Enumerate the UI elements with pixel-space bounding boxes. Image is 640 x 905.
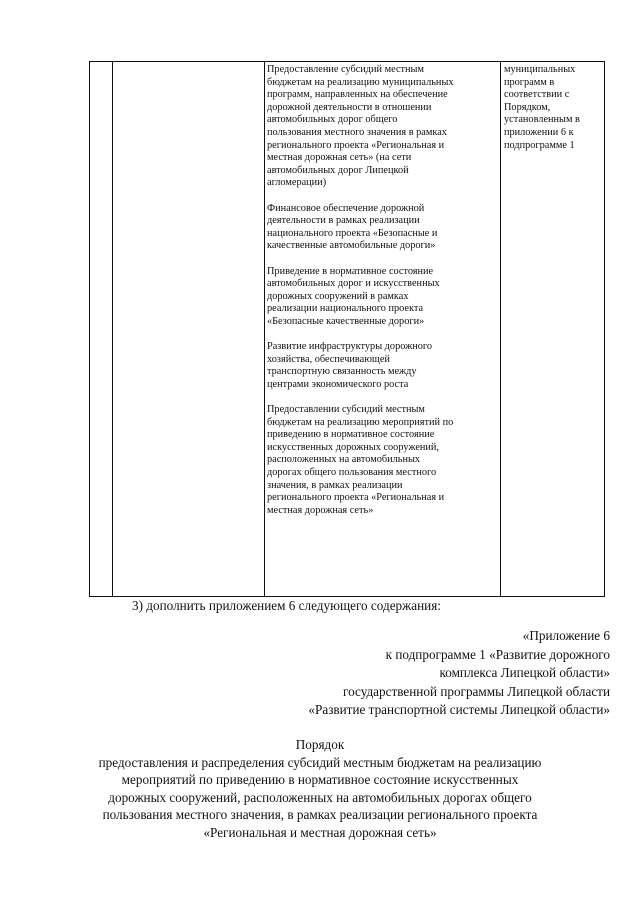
activity-line: автомобильных дорог Липецкой xyxy=(267,164,409,176)
annex-line: к подпрограмме 1 «Развитие дорожного xyxy=(385,646,610,662)
note-line: подпрограмме 1 xyxy=(504,139,575,151)
annex-line: «Приложение 6 xyxy=(522,628,610,643)
annex-line: государственной программы Липецкой области xyxy=(343,683,610,699)
activity-entry xyxy=(267,404,500,517)
activity-line: Предоставление субсидий местным xyxy=(267,64,424,75)
procedure-title-line: дорожных сооружений, расположенных на автомобильных дорогах общего xyxy=(108,789,532,805)
activity-line: Развитие инфраструктуры дорожного xyxy=(267,341,432,353)
activity-line: центрами экономического роста xyxy=(267,378,409,390)
procedure-title-line: мероприятий по приведению в нормативное состояние искусственных xyxy=(121,772,519,788)
activity-entry xyxy=(267,266,500,329)
note-line: соответствии с xyxy=(504,89,570,101)
annex-header xyxy=(308,627,610,720)
activity-line: регионального проекта «Региональная и xyxy=(267,139,445,151)
activity-line: Предоставлении субсидий местным xyxy=(267,404,425,416)
table-row xyxy=(90,62,605,597)
activity-line: расположенных на автомобильных xyxy=(267,454,421,466)
activity-line: местная дорожная сеть» (на сети xyxy=(267,152,412,164)
program-activities-table xyxy=(89,61,605,597)
activity-line: автомобильных дорог и искусственных xyxy=(267,278,440,290)
table-cell-number xyxy=(90,62,113,597)
annex-line: комплекса Липецкой области» xyxy=(439,665,610,681)
activity-line: дорогах общего пользования местного xyxy=(267,467,437,478)
procedure-title-line: предоставления и распределения субсидий местным бюджетам на реализацию xyxy=(98,754,542,770)
activity-line: качественные автомобильные дороги» xyxy=(267,240,436,252)
activity-line: дорожной деятельности в отношении xyxy=(267,101,432,113)
activity-entry xyxy=(267,203,500,253)
activity-line: искусственных дорожных сооружений, xyxy=(267,441,439,453)
note-line: установленным в xyxy=(504,114,580,126)
activity-line: транспортную связанность между xyxy=(267,366,417,378)
note-line: Порядком, xyxy=(504,101,551,113)
activity-line: реализации национального проекта xyxy=(267,303,424,315)
note-line: приложении 6 к xyxy=(504,126,574,138)
activity-line: Приведение в нормативное состояние xyxy=(267,265,434,277)
activity-line: дорожных сооружений в рамках xyxy=(267,290,409,302)
activity-line: бюджетам на реализацию муниципальных xyxy=(267,76,454,88)
activity-line: агломерации) xyxy=(267,177,327,189)
activity-line: деятельности в рамках реализации xyxy=(267,215,420,227)
procedure-title xyxy=(30,736,610,842)
activity-line: местная дорожная сеть» xyxy=(267,504,374,516)
note-line: программ в xyxy=(504,76,555,88)
procedure-title-line: пользования местного значения, в рамках реализации регионального проекта xyxy=(102,807,538,823)
activity-line: пользования местного значения в рамках xyxy=(267,126,447,138)
activity-line: «Безопасные качественные дороги» xyxy=(267,315,425,327)
activities-list xyxy=(265,62,500,517)
amendment-intro: 3) дополнить приложением 6 следующего содержания: xyxy=(132,598,441,613)
activity-entry xyxy=(267,341,500,391)
annex-line: «Развитие транспортной системы Липецкой области» xyxy=(308,702,610,718)
cell-name-text xyxy=(113,62,264,64)
activity-entry xyxy=(267,64,500,190)
note-line: муниципальных xyxy=(504,64,576,75)
activity-line: регионального проекта «Региональная и xyxy=(267,492,445,504)
table-cell-note xyxy=(501,62,605,597)
cell-number-text xyxy=(90,62,112,64)
activity-line: приведению в нормативное состояние xyxy=(267,429,435,441)
table-cell-name xyxy=(113,62,265,597)
activity-line: автомобильных дорог общего xyxy=(267,114,398,126)
note-text xyxy=(501,62,604,152)
activity-line: национального проекта «Безопасные и xyxy=(267,227,438,239)
activity-line: бюджетам на реализацию мероприятий по xyxy=(267,416,454,428)
activity-line: хозяйства, обеспечивающей xyxy=(267,353,390,365)
procedure-title-line: «Региональная и местная дорожная сеть» xyxy=(203,824,437,840)
procedure-heading: Порядок xyxy=(295,737,345,752)
activity-line: программ, направленных на обеспечение xyxy=(267,89,448,101)
table-cell-activities xyxy=(265,62,501,597)
activity-line: значения, в рамках реализации xyxy=(267,479,403,491)
activity-line: Финансовое обеспечение дорожной xyxy=(267,202,425,214)
